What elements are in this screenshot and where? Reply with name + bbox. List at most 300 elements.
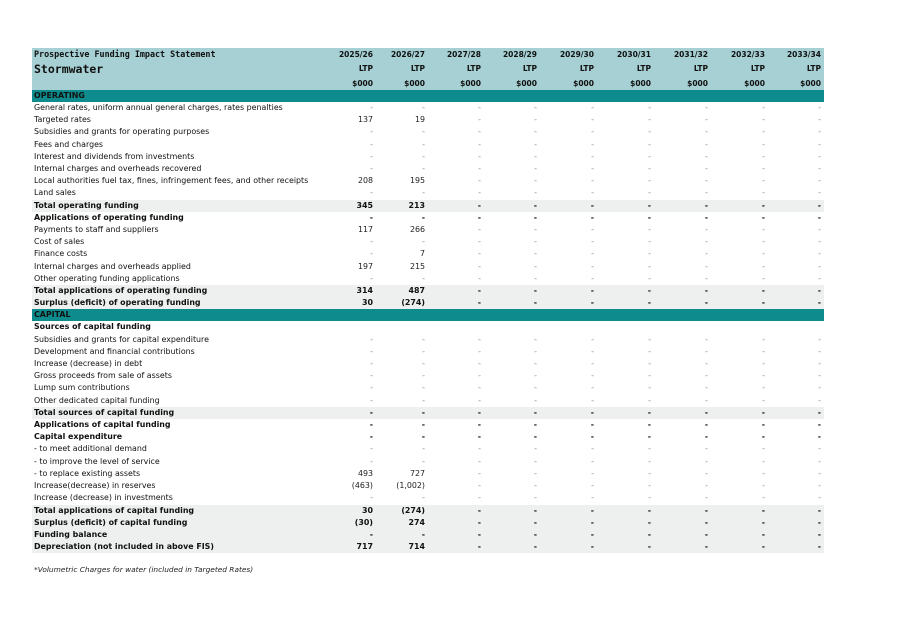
value-cell: - xyxy=(422,346,425,356)
value-cell: - xyxy=(312,407,376,419)
table-row xyxy=(32,212,824,224)
value-cell: - xyxy=(761,432,765,442)
row-label: Lump sum contributions xyxy=(34,383,130,393)
row-label: Development and financial contributions xyxy=(34,346,195,356)
value-cell: - xyxy=(648,383,651,393)
value-cell: - xyxy=(711,517,768,529)
value-cell: - xyxy=(768,517,824,529)
value-cell: - xyxy=(370,493,373,503)
value-cell: - xyxy=(647,212,651,222)
total-row xyxy=(32,517,824,529)
value-cell: (274) xyxy=(376,297,428,309)
value-cell: - xyxy=(762,103,765,112)
value-cell: - xyxy=(711,297,768,309)
value-cell: - xyxy=(818,395,821,405)
value-cell: - xyxy=(818,346,821,356)
row-label: Total applications of operating funding xyxy=(32,285,312,297)
value-cell: 208 xyxy=(357,176,373,186)
year-header: 2029/30 xyxy=(540,48,597,61)
value-cell: - xyxy=(705,115,708,125)
value-cell: - xyxy=(369,432,373,442)
value-cell: - xyxy=(540,285,597,297)
value-cell: - xyxy=(762,481,765,491)
value-cell: - xyxy=(591,164,594,174)
value-cell: - xyxy=(648,359,651,369)
value-cell: - xyxy=(818,127,821,137)
value-cell: - xyxy=(477,212,481,222)
value-cell: - xyxy=(478,115,481,125)
value-cell: - xyxy=(478,139,481,149)
value-cell: - xyxy=(534,444,537,454)
value-cell: - xyxy=(591,359,594,369)
value-cell: - xyxy=(711,529,768,541)
value-cell: - xyxy=(370,383,373,393)
value-cell: - xyxy=(534,151,537,161)
value-cell: - xyxy=(534,395,537,405)
row-label: Targeted rates xyxy=(34,115,91,125)
value-cell: - xyxy=(478,444,481,454)
value-cell: - xyxy=(533,432,537,442)
activity-title: Stormwater xyxy=(32,61,312,77)
header-row-unit xyxy=(32,77,824,90)
value-cell: - xyxy=(478,481,481,491)
value-cell: - xyxy=(534,127,537,137)
value-cell: - xyxy=(591,261,594,271)
value-cell: - xyxy=(711,200,768,212)
value-cell: - xyxy=(705,493,708,503)
value-cell: - xyxy=(705,383,708,393)
value-cell: - xyxy=(705,127,708,137)
value-cell: - xyxy=(648,188,651,198)
value-cell: - xyxy=(478,395,481,405)
value-cell: - xyxy=(478,383,481,393)
value-cell: - xyxy=(370,249,373,259)
value-cell: - xyxy=(705,139,708,149)
value-cell: - xyxy=(370,151,373,161)
unit-header: $000 xyxy=(711,77,768,90)
value-cell: - xyxy=(534,359,537,369)
row-label: Fees and charges xyxy=(34,139,104,149)
table-row xyxy=(32,346,824,358)
value-cell: - xyxy=(705,444,708,454)
value-cell: - xyxy=(534,237,537,247)
value-cell: 266 xyxy=(409,225,425,235)
value-cell: - xyxy=(478,261,481,271)
value-cell: - xyxy=(484,529,540,541)
value-cell: - xyxy=(648,346,651,356)
value-cell: - xyxy=(591,176,594,186)
value-cell: - xyxy=(648,334,651,344)
plan-header: LTP xyxy=(312,61,376,77)
funding-impact-table xyxy=(32,48,824,553)
value-cell: - xyxy=(590,212,594,222)
value-cell: - xyxy=(534,273,537,283)
year-header: 2031/32 xyxy=(654,48,711,61)
value-cell: - xyxy=(591,371,594,381)
table-row xyxy=(32,321,824,333)
value-cell: - xyxy=(817,212,821,222)
table-row xyxy=(32,114,824,126)
value-cell: - xyxy=(370,359,373,369)
value-cell: - xyxy=(534,481,537,491)
value-cell: - xyxy=(534,383,537,393)
row-label: Depreciation (not included in above FIS) xyxy=(32,541,312,553)
value-cell: - xyxy=(533,212,537,222)
value-cell: - xyxy=(369,420,373,430)
value-cell: - xyxy=(591,444,594,454)
value-cell: - xyxy=(370,103,373,112)
value-cell: - xyxy=(818,164,821,174)
value-cell: 213 xyxy=(376,200,428,212)
value-cell: - xyxy=(762,359,765,369)
value-cell xyxy=(540,321,597,333)
value-cell: - xyxy=(705,334,708,344)
value-cell: - xyxy=(422,151,425,161)
value-cell: - xyxy=(597,541,654,553)
value-cell: - xyxy=(648,176,651,186)
value-cell: - xyxy=(705,371,708,381)
value-cell: - xyxy=(591,346,594,356)
value-cell: - xyxy=(370,273,373,283)
value-cell: - xyxy=(428,297,484,309)
value-cell: - xyxy=(478,346,481,356)
value-cell: - xyxy=(648,444,651,454)
table-row xyxy=(32,370,824,382)
value-cell: - xyxy=(478,359,481,369)
value-cell: - xyxy=(818,261,821,271)
year-header: 2025/26 xyxy=(312,48,376,61)
total-row xyxy=(32,407,824,419)
value-cell: 345 xyxy=(312,200,376,212)
value-cell: - xyxy=(422,164,425,174)
table-row xyxy=(32,358,824,370)
value-cell: - xyxy=(648,103,651,112)
value-cell: - xyxy=(597,529,654,541)
unit-header: $000 xyxy=(768,77,824,90)
value-cell: - xyxy=(762,237,765,247)
total-row xyxy=(32,529,824,541)
value-cell: - xyxy=(818,237,821,247)
value-cell: - xyxy=(428,505,484,517)
row-label: Payments to staff and suppliers xyxy=(34,225,159,235)
value-cell: - xyxy=(762,371,765,381)
value-cell: - xyxy=(370,139,373,149)
value-cell: - xyxy=(648,261,651,271)
value-cell: - xyxy=(590,420,594,430)
value-cell: - xyxy=(591,334,594,344)
value-cell: - xyxy=(422,395,425,405)
value-cell: - xyxy=(705,456,708,466)
value-cell: - xyxy=(818,188,821,198)
value-cell: - xyxy=(762,444,765,454)
value-cell: - xyxy=(369,212,373,222)
value-cell: - xyxy=(540,505,597,517)
unit-header: $000 xyxy=(540,77,597,90)
row-label: General rates, uniform annual general charges, rates penalties xyxy=(34,103,283,112)
value-cell: - xyxy=(312,529,376,541)
value-cell: - xyxy=(478,151,481,161)
value-cell: - xyxy=(534,164,537,174)
value-cell: (463) xyxy=(351,481,373,491)
value-cell: - xyxy=(768,285,824,297)
value-cell: - xyxy=(540,541,597,553)
row-label: Total applications of capital funding xyxy=(32,505,312,517)
total-row xyxy=(32,285,824,297)
value-cell: - xyxy=(422,127,425,137)
table-row xyxy=(32,139,824,151)
row-label: Finance costs xyxy=(34,249,88,259)
value-cell: 727 xyxy=(409,468,425,478)
value-cell: - xyxy=(818,383,821,393)
value-cell: - xyxy=(422,383,425,393)
value-cell: - xyxy=(818,371,821,381)
value-cell: - xyxy=(818,103,821,112)
value-cell: - xyxy=(540,517,597,529)
value-cell: - xyxy=(705,249,708,259)
value-cell: - xyxy=(534,115,537,125)
value-cell: - xyxy=(534,468,537,478)
value-cell: - xyxy=(591,273,594,283)
value-cell: - xyxy=(422,444,425,454)
value-cell: - xyxy=(761,420,765,430)
table-row xyxy=(32,492,824,504)
value-cell: - xyxy=(484,297,540,309)
plan-header: LTP xyxy=(376,61,428,77)
value-cell: - xyxy=(768,529,824,541)
value-cell: - xyxy=(591,115,594,125)
value-cell: - xyxy=(648,371,651,381)
value-cell: - xyxy=(597,297,654,309)
total-row xyxy=(32,505,824,517)
value-cell: - xyxy=(818,139,821,149)
row-label: - to improve the level of service xyxy=(34,456,160,466)
row-label: Increase (decrease) in investments xyxy=(34,493,173,503)
value-cell: 717 xyxy=(312,541,376,553)
value-cell: - xyxy=(648,395,651,405)
value-cell: - xyxy=(422,139,425,149)
value-cell: - xyxy=(422,334,425,344)
value-cell: - xyxy=(422,273,425,283)
row-label: - to meet additional demand xyxy=(34,444,147,454)
value-cell: - xyxy=(534,188,537,198)
value-cell: - xyxy=(705,103,708,112)
value-cell xyxy=(654,321,711,333)
row-label: Applications of operating funding xyxy=(34,212,184,222)
section-header-row xyxy=(32,90,824,102)
value-cell: - xyxy=(648,237,651,247)
table-row xyxy=(32,468,824,480)
value-cell: - xyxy=(370,188,373,198)
value-cell: - xyxy=(591,151,594,161)
row-label: Other operating funding applications xyxy=(34,273,180,283)
unit-header: $000 xyxy=(654,77,711,90)
value-cell: - xyxy=(484,200,540,212)
value-cell: - xyxy=(478,164,481,174)
plan-header: LTP xyxy=(768,61,824,77)
table-row xyxy=(32,431,824,443)
value-cell: - xyxy=(704,420,708,430)
value-cell: 714 xyxy=(376,541,428,553)
value-cell: - xyxy=(705,261,708,271)
value-cell: - xyxy=(478,176,481,186)
row-label: - to replace existing assets xyxy=(34,468,141,478)
value-cell: - xyxy=(428,529,484,541)
statement-title: Prospective Funding Impact Statement xyxy=(32,48,312,61)
year-header: 2032/33 xyxy=(711,48,768,61)
value-cell: - xyxy=(591,127,594,137)
value-cell: - xyxy=(711,541,768,553)
row-label: Increase(decrease) in reserves xyxy=(34,481,156,491)
plan-header: LTP xyxy=(654,61,711,77)
value-cell: - xyxy=(817,432,821,442)
value-cell: 487 xyxy=(376,285,428,297)
table-row xyxy=(32,236,824,248)
row-label: Land sales xyxy=(34,188,76,198)
value-cell: (1,002) xyxy=(396,481,425,491)
table-row xyxy=(32,126,824,138)
value-cell: - xyxy=(704,432,708,442)
table-row xyxy=(32,163,824,175)
value-cell: (274) xyxy=(376,505,428,517)
value-cell: - xyxy=(478,237,481,247)
value-cell: - xyxy=(591,468,594,478)
value-cell: - xyxy=(654,285,711,297)
value-cell: - xyxy=(711,285,768,297)
value-cell: - xyxy=(484,505,540,517)
value-cell: - xyxy=(534,139,537,149)
table-row xyxy=(32,102,824,114)
row-label: Total operating funding xyxy=(32,200,312,212)
value-cell: - xyxy=(818,456,821,466)
value-cell: - xyxy=(818,468,821,478)
value-cell: - xyxy=(762,261,765,271)
unit-header: $000 xyxy=(376,77,428,90)
header-row-title xyxy=(32,48,824,61)
value-cell: - xyxy=(818,334,821,344)
value-cell xyxy=(312,321,376,333)
value-cell: - xyxy=(818,359,821,369)
value-cell: - xyxy=(428,285,484,297)
value-cell: - xyxy=(705,188,708,198)
value-cell: - xyxy=(478,468,481,478)
value-cell: - xyxy=(705,237,708,247)
header-row-plan xyxy=(32,61,824,77)
row-label: Sources of capital funding xyxy=(34,322,151,332)
plan-header: LTP xyxy=(540,61,597,77)
table-row xyxy=(32,334,824,346)
value-cell: - xyxy=(762,334,765,344)
value-cell: - xyxy=(534,261,537,271)
table-row xyxy=(32,456,824,468)
unit-header: $000 xyxy=(484,77,540,90)
value-cell: - xyxy=(768,407,824,419)
value-cell: - xyxy=(654,200,711,212)
table-row xyxy=(32,382,824,394)
section-label: CAPITAL xyxy=(32,309,824,321)
value-cell: - xyxy=(762,151,765,161)
row-label: Capital expenditure xyxy=(34,432,123,442)
year-header: 2033/34 xyxy=(768,48,824,61)
value-cell: - xyxy=(654,517,711,529)
value-cell: - xyxy=(591,481,594,491)
value-cell: - xyxy=(762,493,765,503)
value-cell: - xyxy=(762,115,765,125)
value-cell: - xyxy=(762,383,765,393)
value-cell: - xyxy=(428,541,484,553)
value-cell: - xyxy=(478,493,481,503)
value-cell: - xyxy=(370,456,373,466)
value-cell: - xyxy=(477,432,481,442)
value-cell: - xyxy=(428,200,484,212)
value-cell: - xyxy=(534,371,537,381)
total-row xyxy=(32,200,824,212)
table-row xyxy=(32,151,824,163)
value-cell: - xyxy=(647,432,651,442)
value-cell: - xyxy=(711,407,768,419)
value-cell: - xyxy=(422,493,425,503)
value-cell: - xyxy=(762,395,765,405)
value-cell: - xyxy=(376,407,428,419)
value-cell: - xyxy=(370,334,373,344)
value-cell xyxy=(484,321,540,333)
value-cell: - xyxy=(762,139,765,149)
value-cell: - xyxy=(478,249,481,259)
value-cell: 493 xyxy=(357,468,373,478)
value-cell: - xyxy=(370,444,373,454)
plan-header: LTP xyxy=(711,61,768,77)
value-cell: - xyxy=(762,164,765,174)
value-cell: - xyxy=(370,164,373,174)
value-cell: - xyxy=(597,505,654,517)
value-cell: - xyxy=(654,407,711,419)
value-cell: - xyxy=(591,237,594,247)
value-cell: - xyxy=(818,151,821,161)
value-cell: - xyxy=(711,505,768,517)
value-cell: - xyxy=(534,346,537,356)
value-cell: - xyxy=(370,237,373,247)
value-cell: - xyxy=(534,456,537,466)
value-cell: - xyxy=(818,444,821,454)
value-cell: - xyxy=(818,493,821,503)
value-cell: - xyxy=(654,297,711,309)
value-cell: - xyxy=(818,115,821,125)
value-cell: 197 xyxy=(357,261,373,271)
value-cell: - xyxy=(540,407,597,419)
value-cell: - xyxy=(648,115,651,125)
value-cell: - xyxy=(591,383,594,393)
table-row xyxy=(32,443,824,455)
value-cell: 30 xyxy=(312,505,376,517)
value-cell: - xyxy=(478,456,481,466)
value-cell: - xyxy=(597,517,654,529)
total-row xyxy=(32,541,824,553)
row-label: Total sources of capital funding xyxy=(32,407,312,419)
value-cell: - xyxy=(762,225,765,235)
value-cell: - xyxy=(484,285,540,297)
section-header-row xyxy=(32,309,824,321)
row-label: Local authorities fuel tax, fines, infringement fees, and other receipts xyxy=(34,176,309,186)
row-label: Surplus (deficit) of capital funding xyxy=(32,517,312,529)
value-cell: - xyxy=(422,237,425,247)
unit-header: $000 xyxy=(428,77,484,90)
value-cell: - xyxy=(591,456,594,466)
value-cell: - xyxy=(597,407,654,419)
table-row xyxy=(32,419,824,431)
value-cell: - xyxy=(648,127,651,137)
total-row xyxy=(32,297,824,309)
value-cell: - xyxy=(818,249,821,259)
unit-header: $000 xyxy=(597,77,654,90)
